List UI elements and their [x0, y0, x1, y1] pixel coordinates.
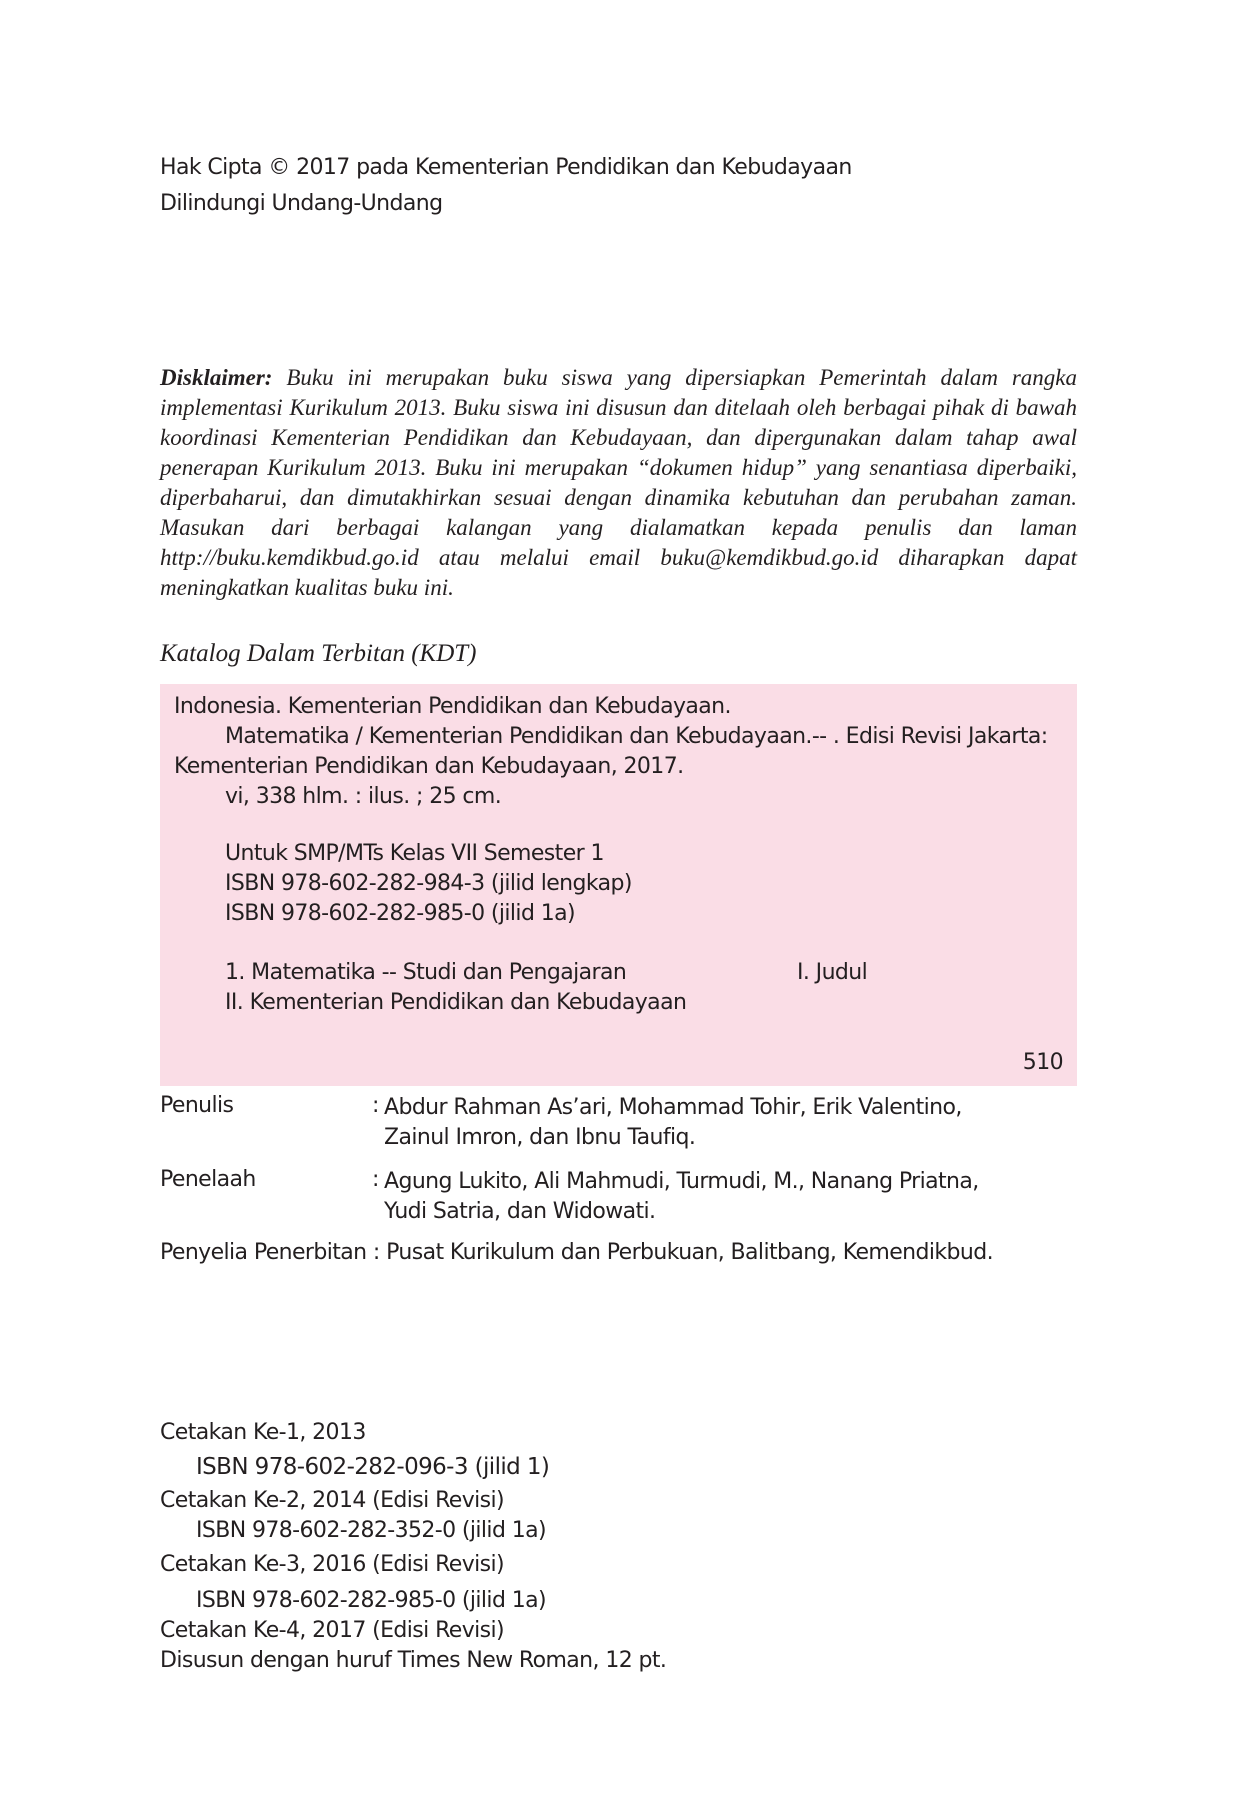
- kdt-subject-2: II. Kementerian Pendidikan dan Kebudayaan: [225, 990, 687, 1015]
- printing-1-isbn: ISBN 978-602-282-096-3 (jilid 1): [196, 1454, 550, 1480]
- kdt-isbn-vol: ISBN 978-602-282-985-0 (jilid 1a): [225, 901, 575, 926]
- kdt-publisher: Kementerian Pendidikan dan Kebudayaan, 2017.: [174, 754, 684, 779]
- kdt-org: Indonesia. Kementerian Pendidikan dan Kebudayaan.: [174, 694, 731, 719]
- authors-colon: :: [372, 1093, 379, 1118]
- printing-4: Cetakan Ke-4, 2017 (Edisi Revisi): [160, 1618, 504, 1643]
- kdt-physical: vi, 338 hlm. : ilus. ; 25 cm.: [225, 784, 502, 809]
- reviewers-value: Agung Lukito, Ali Mahmudi, Turmudi, M., Nanang Priatna, Yudi Satria, dan Widowati.: [384, 1169, 979, 1224]
- copyright-line: Hak Cipta © 2017 pada Kementerian Pendidikan dan Kebudayaan: [160, 155, 852, 180]
- supervisor-row: Penyelia Penerbitan : Pusat Kurikulum dan Perbukuan, Balitbang, Kemendikbud.: [160, 1240, 993, 1265]
- printing-3-isbn: ISBN 978-602-282-985-0 (jilid 1a): [196, 1588, 546, 1613]
- disclaimer: [160, 363, 1077, 603]
- kdt-title-entry: I. Judul: [797, 960, 868, 985]
- authors-label: Penulis: [160, 1093, 234, 1118]
- protection-line: Dilindungi Undang-Undang: [160, 191, 443, 216]
- printing-1: Cetakan Ke-1, 2013: [160, 1420, 366, 1445]
- reviewers-label: Penelaah: [160, 1167, 256, 1192]
- printing-2: Cetakan Ke-2, 2014 (Edisi Revisi): [160, 1488, 504, 1513]
- disclaimer-label: Disklaimer:: [160, 365, 273, 390]
- kdt-title: Katalog Dalam Terbitan (KDT): [160, 640, 477, 667]
- reviewers-colon: :: [372, 1167, 379, 1192]
- kdt-entry: Matematika / Kementerian Pendidikan dan Kebudayaan.-- . Edisi Revisi Jakarta:: [225, 724, 1048, 749]
- copyright-notice: [160, 150, 852, 222]
- printing-3: Cetakan Ke-3, 2016 (Edisi Revisi): [160, 1552, 504, 1577]
- kdt-catalog-box: [160, 684, 1077, 1086]
- kdt-classification: 510: [1022, 1050, 1063, 1075]
- kdt-subject-1: 1. Matematika -- Studi dan Pengajaran: [225, 960, 627, 985]
- font-note: Disusun dengan huruf Times New Roman, 12 pt.: [160, 1648, 667, 1673]
- printing-2-isbn: ISBN 978-602-282-352-0 (jilid 1a): [196, 1518, 546, 1543]
- kdt-audience: Untuk SMP/MTs Kelas VII Semester 1: [225, 841, 604, 866]
- disclaimer-text: Buku ini merupakan buku siswa yang dipersiapkan Pemerintah dalam rangka implementasi Kurikulum 2013. Buku siswa ini disusun dan ditelaah oleh berbagai pihak di bawah koordinasi Kementerian Pendidikan dan Kebudayaan, dan dipergunakan dalam tahap awal penerapan Kurikulum 2013. Buku ini merupakan “dokumen hidup” yang senantiasa diperbaiki, diperbaharui, dan dimutakhirkan sesuai dengan dinamika kebutuhan dan perubahan zaman. Masukan dari berbagai kalangan yang dialamatkan kepada penulis dan laman http://buku.kemdikbud.go.id atau melalui email buku@kemdikbud.go.id diharapkan dapat meningkatkan kualitas buku ini.: [160, 365, 1077, 600]
- kdt-isbn-full: ISBN 978-602-282-984-3 (jilid lengkap): [225, 871, 632, 896]
- authors-value: Abdur Rahman As’ari, Mohammad Tohir, Erik Valentino, Zainul Imron, dan Ibnu Taufiq.: [384, 1095, 962, 1150]
